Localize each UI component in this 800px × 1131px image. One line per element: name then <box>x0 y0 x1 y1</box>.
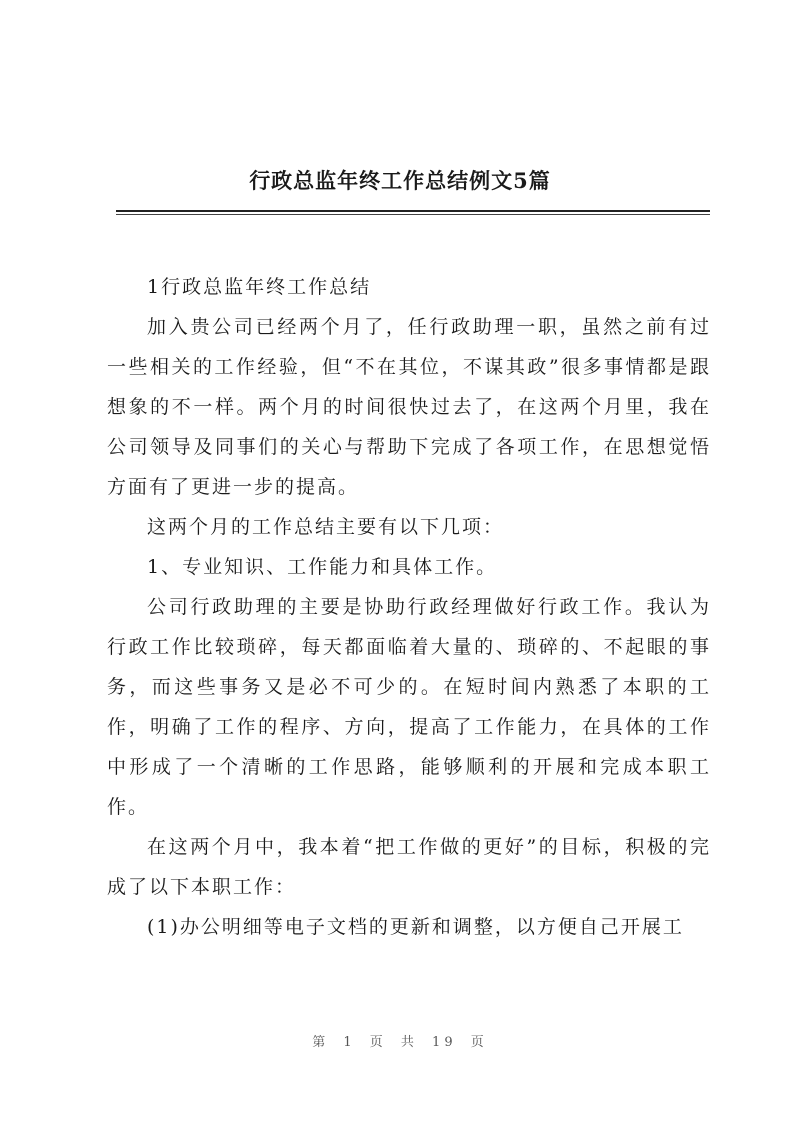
title-divider-thick <box>116 210 710 212</box>
body-paragraph: 加入贵公司已经两个月了，任行政助理一职，虽然之前有过一些相关的工作经验，但“不在其位，不谋其政”很多事情都是跟想象的不一样。两个月的时间很快过去了，在这两个月里，我在公司领导及同事们的关心与帮助下完成了各项工作，在思想觉悟方面有了更进一步的提高。 <box>107 316 711 498</box>
document-body <box>107 267 711 947</box>
body-paragraph: 1、专业知识、工作能力和具体工作。 <box>147 556 498 578</box>
section-heading: 1行政总监年终工作总结 <box>147 276 372 298</box>
body-paragraph: 公司行政助理的主要是协助行政经理做好行政工作。我认为行政工作比较琐碎，每天都面临着大量的、琐碎的、不起眼的事务，而这些事务又是必不可少的。在短时间内熟悉了本职的工作，明确了工作的程序、方向，提高了工作能力，在具体的工作中形成了一个清晰的工作思路，能够顺利的开展和完成本职工作。 <box>107 596 711 818</box>
body-paragraph: 在这两个月中，我本着“把工作做的更好”的目标，积极的完成了以下本职工作： <box>107 836 711 898</box>
page-number-footer: 第 1 页 共 19 页 <box>312 1035 488 1050</box>
body-paragraph: (1)办公明细等电子文档的更新和调整，以方便自己开展工 <box>147 916 684 938</box>
title-divider-thin <box>116 214 710 215</box>
body-paragraph: 这两个月的工作总结主要有以下几项： <box>147 516 505 538</box>
document-title: 行政总监年终工作总结例文5篇 <box>249 168 551 193</box>
